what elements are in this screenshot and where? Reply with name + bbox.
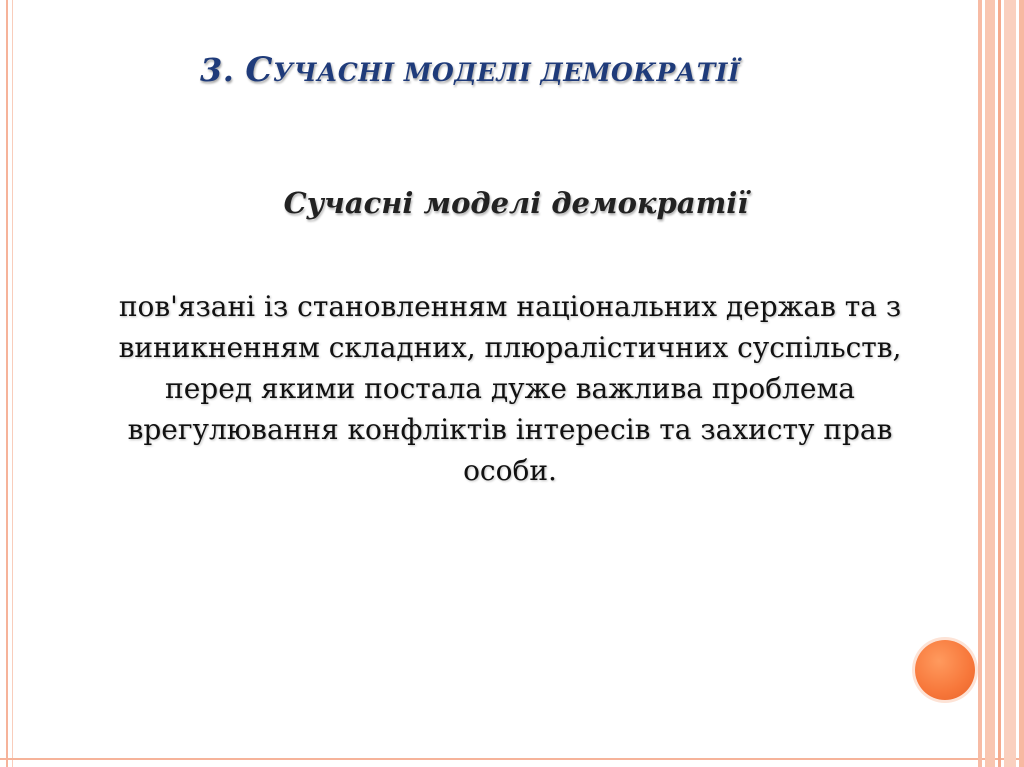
- body-line: перед якими постала дуже важлива проблема: [165, 372, 855, 405]
- right-stripe-5: [1019, 0, 1024, 767]
- title-first-letter: С: [245, 50, 273, 90]
- title-number: 3.: [200, 51, 235, 89]
- body-line: пов'язані із становленням національних держав та з: [118, 290, 902, 323]
- body-line: врегулювання конфліктів інтересів та захисту прав: [127, 413, 893, 446]
- decorative-circle: [915, 640, 975, 700]
- body-line: виникненням складних, плюралістичних суспільств,: [118, 331, 902, 364]
- frame-bottom-line: [0, 758, 1024, 760]
- right-stripe-3: [998, 0, 1001, 767]
- body-line: особи.: [463, 454, 557, 487]
- frame-left-line: [6, 0, 8, 767]
- right-stripe-4: [1004, 0, 1016, 767]
- frame-left-inner-line: [12, 0, 13, 767]
- slide-title: [200, 50, 900, 90]
- slide-subtitle: Сучасні моделі демократії: [283, 186, 749, 220]
- right-stripe-1: [978, 0, 982, 767]
- right-stripe-2: [985, 0, 995, 767]
- slide-body: [60, 286, 960, 491]
- title-rest: УЧАСНІ МОДЕЛІ ДЕМОКРАТІЇ: [272, 58, 741, 87]
